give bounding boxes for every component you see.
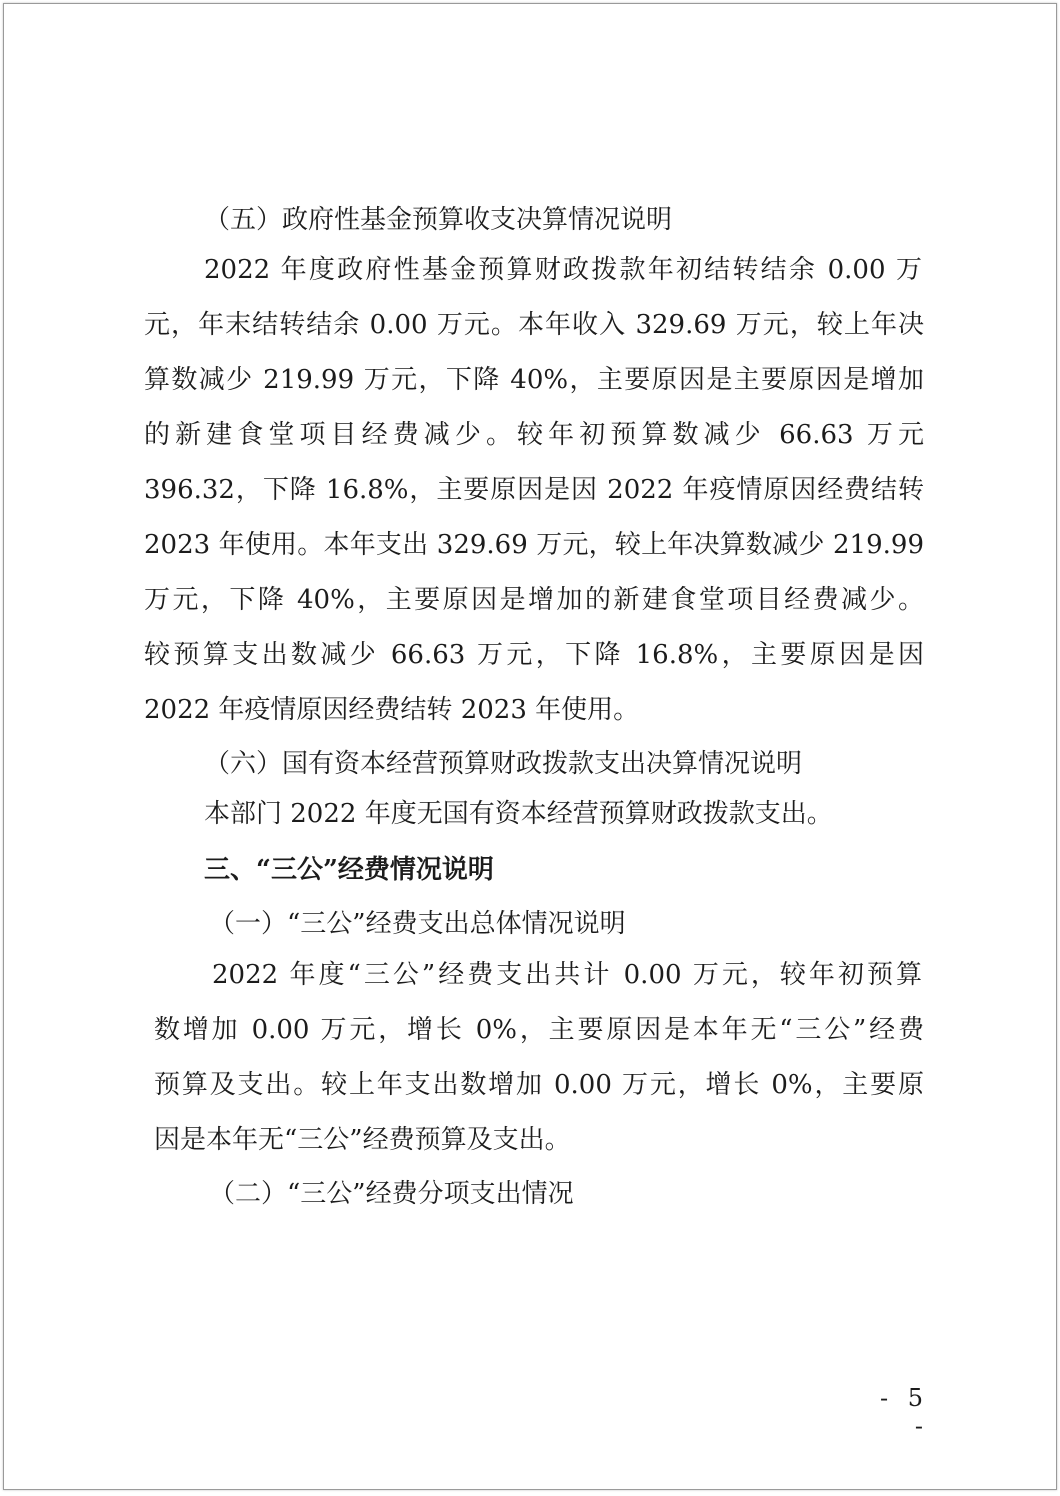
paragraph-line: 本部门 2022 年度无国有资本经营预算财政拨款支出。 [204, 799, 833, 829]
paragraph-line: 2022 年疫情原因经费结转 2023 年使用。 [144, 695, 640, 725]
paragraph-line: 较预算支出数减少 66.63 万元，下降 16.8%，主要原因是因 [144, 640, 924, 670]
section-heading-6: （六）国有资本经营预算财政拨款支出决算情况说明 [204, 749, 803, 779]
subsection-heading-3-2: （二）“三公”经费分项支出情况 [209, 1179, 574, 1209]
paragraph-line: 2022 年度“三公”经费支出共计 0.00 万元，较年初预算 [212, 960, 922, 990]
page-number: - 5 - [879, 1384, 929, 1440]
paragraph-line: 因是本年无“三公”经费预算及支出。 [154, 1125, 571, 1155]
paragraph-line: 数增加 0.00 万元，增长 0%，主要原因是本年无“三公”经费 [154, 1015, 924, 1045]
paragraph-line: 万元，下降 40%，主要原因是增加的新建食堂项目经费减少。 [144, 585, 924, 615]
paragraph-line: 算数减少 219.99 万元，下降 40%，主要原因是主要原因是增加 [144, 365, 924, 395]
section-heading-3: 三、“三公”经费情况说明 [204, 855, 494, 885]
document-page [3, 3, 1057, 1490]
paragraph-line: 2023 年使用。本年支出 329.69 万元，较上年决算数减少 219.99 [144, 530, 924, 560]
paragraph-line: 元，年末结转结余 0.00 万元。本年收入 329.69 万元，较上年决 [144, 310, 924, 340]
paragraph-line: 2022 年度政府性基金预算财政拨款年初结转结余 0.00 万 [204, 255, 922, 285]
paragraph-line: 的新建食堂项目经费减少。较年初预算数减少 66.63 万元 [144, 420, 924, 450]
section-heading-5: （五）政府性基金预算收支决算情况说明 [204, 205, 673, 235]
paragraph-line: 预算及支出。较上年支出数增加 0.00 万元，增长 0%，主要原 [154, 1070, 924, 1100]
subsection-heading-3-1: （一）“三公”经费支出总体情况说明 [209, 909, 626, 939]
paragraph-line: 396.32，下降 16.8%，主要原因是因 2022 年疫情原因经费结转 [144, 475, 924, 505]
